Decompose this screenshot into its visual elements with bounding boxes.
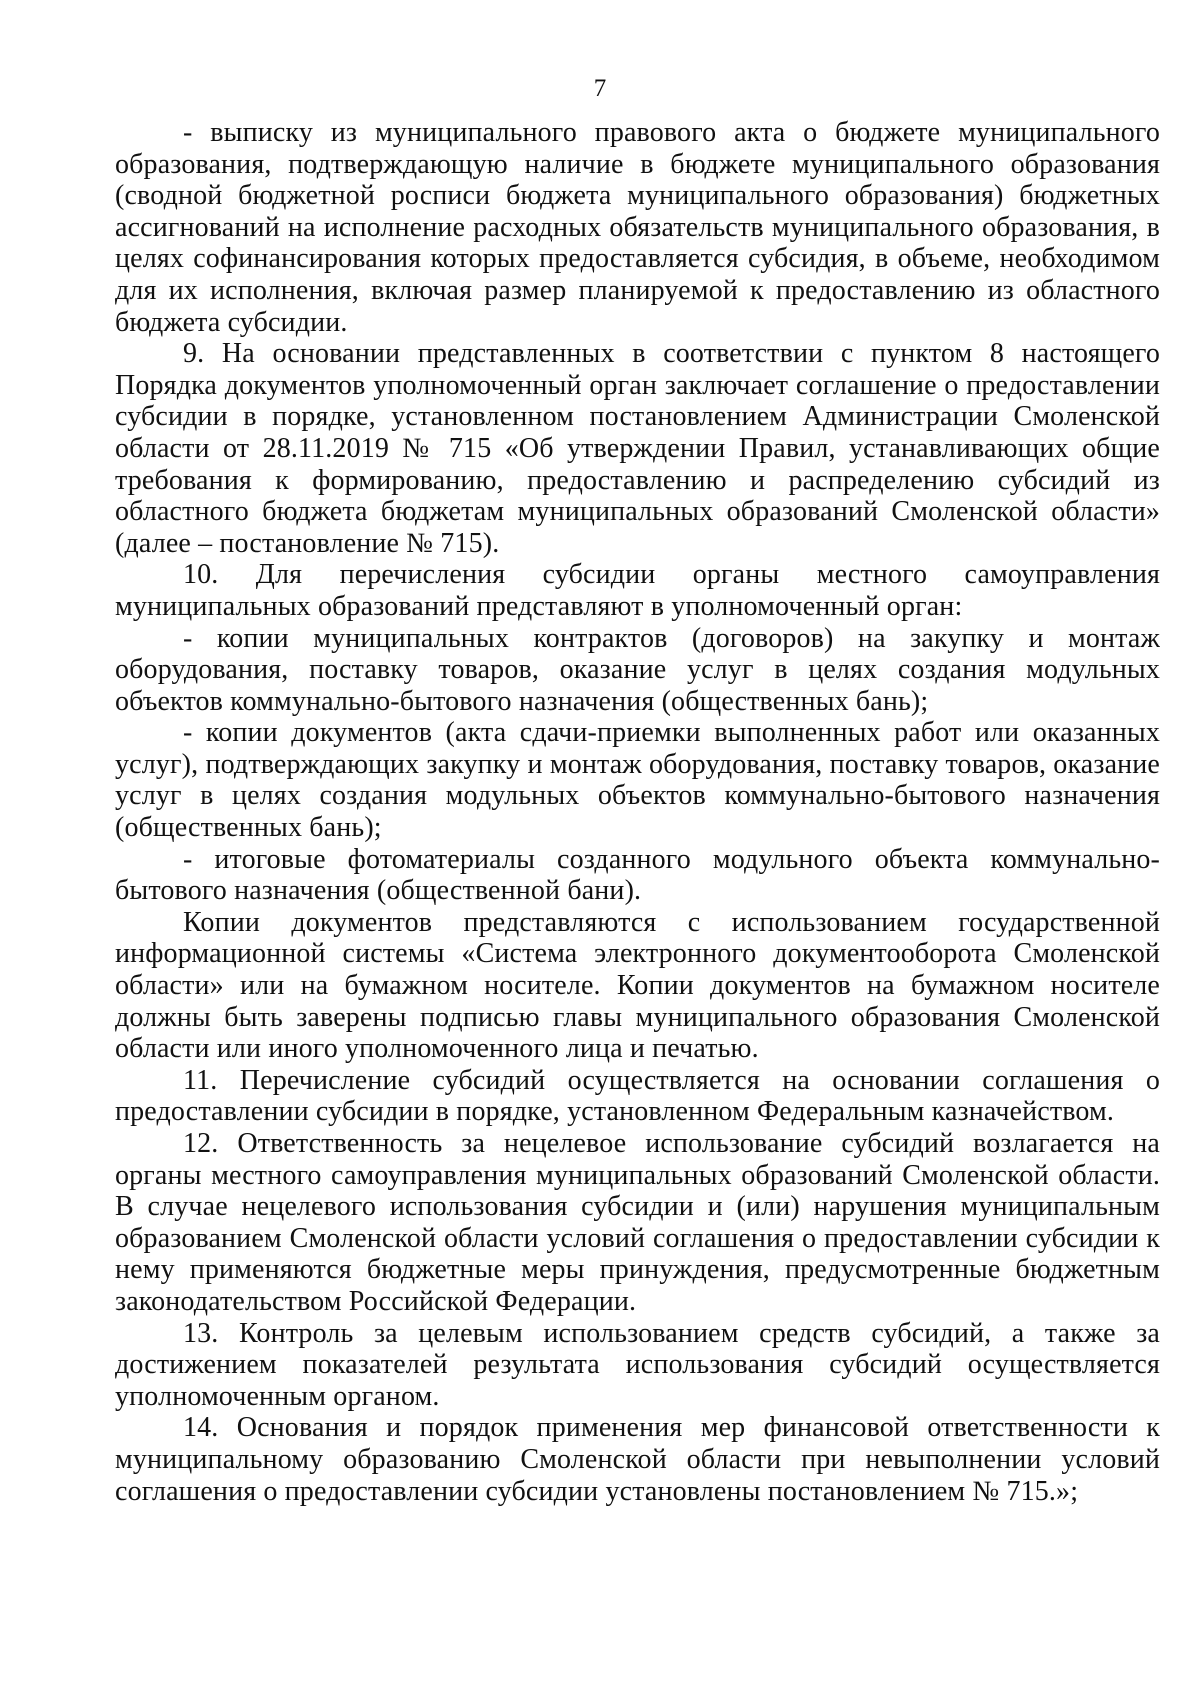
- paragraph-copies-submission: Копии документов представляются с использованием государственной информационной системы «Система электронного документооборота Смоленской области» или на бумажном носителе. Копии документов на бумажном носителе должны быть заверены подписью главы муниципального образования Смоленской области или иного уполномоченного лица и печатью.: [115, 906, 1160, 1065]
- paragraph-extract-budget-act: - выписку из муниципального правового акта о бюджете муниципального образования, подтверждающую наличие в бюджете муниципального образования (сводной бюджетной росписи бюджета муниципального образования) бюджетных ассигнований на исполнение расходных обязательств муниципального образования, в целях софинансирования которых предоставляется субсидия, в объеме, необходимом для их исполнения, включая размер планируемой к предоставлению из областного бюджета субсидии.: [115, 117, 1160, 338]
- paragraph-contracts-copies: - копии муниципальных контрактов (договоров) на закупку и монтаж оборудования, поставку товаров, оказание услуг в целях создания модульных объектов коммунально-бытового назначения (общественных бань);: [115, 622, 1160, 717]
- paragraph-item-10: 10. Для перечисления субсидии органы местного самоуправления муниципальных образований представляют в уполномоченный орган:: [115, 559, 1160, 622]
- document-body: [115, 117, 1160, 1507]
- paragraph-item-9: 9. На основании представленных в соответствии с пунктом 8 настоящего Порядка документов уполномоченный орган заключает соглашение о предоставлении субсидии в порядке, установленном постановлением Администрации Смоленской области от 28.11.2019 № 715 «Об утверждении Правил, устанавливающих общие требования к формированию, предоставлению и распределению субсидий из областного бюджета бюджетам муниципальных образований Смоленской области» (далее – постановление № 715).: [115, 338, 1160, 559]
- page-number: 7: [593, 75, 607, 102]
- paragraph-item-12: 12. Ответственность за нецелевое использование субсидий возлагается на органы местного самоуправления муниципальных образований Смоленской области. В случае нецелевого использования субсидии и (или) нарушения муниципальным образованием Смоленской области условий соглашения о предоставлении субсидии к нему применяются бюджетные меры принуждения, предусмотренные бюджетным законодательством Российской Федерации.: [115, 1128, 1160, 1317]
- paragraph-item-11: 11. Перечисление субсидий осуществляется на основании соглашения о предоставлении субсидии в порядке, установленном Федеральным казначейством.: [115, 1064, 1160, 1128]
- paragraph-item-14: 14. Основания и порядок применения мер финансовой ответственности к муниципальному образованию Смоленской области при невыполнении условий соглашения о предоставлении субсидии установлены постановлением № 715.»;: [115, 1412, 1160, 1507]
- paragraph-acceptance-copies: - копии документов (акта сдачи-приемки выполненных работ или оказанных услуг), подтверждающих закупку и монтаж оборудования, поставку товаров, оказание услуг в целях создания модульных объектов коммунально-бытового назначения (общественных бань);: [115, 717, 1160, 844]
- paragraph-photo-materials: - итоговые фотоматериалы созданного модульного объекта коммунально-бытового назначения (общественной бани).: [115, 843, 1160, 907]
- paragraph-item-13: 13. Контроль за целевым использованием средств субсидий, а также за достижением показателей результата использования субсидий осуществляется уполномоченным органом.: [115, 1317, 1160, 1412]
